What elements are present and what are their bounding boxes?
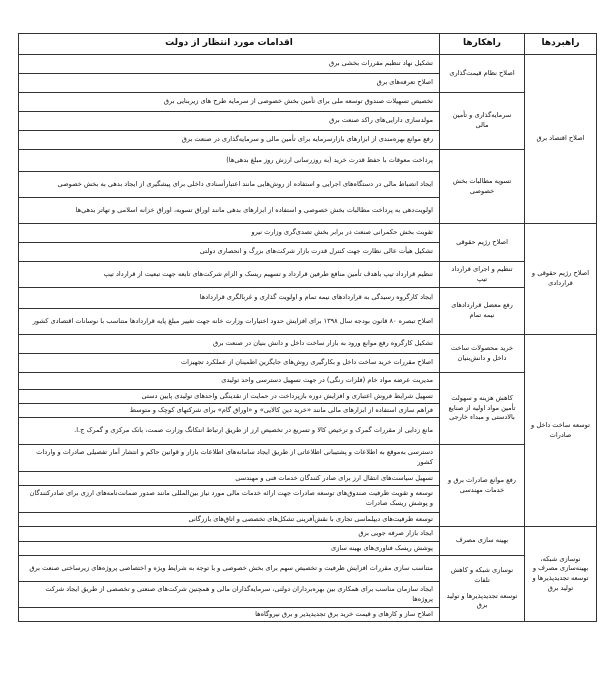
action-cell: اصلاح ساز و کارهای و قیمت خرید برق تجدیدپذیر و برق نیروگاه‌ها (19, 608, 440, 622)
action-cell: اولویت‌دهی به پرداخت مطالبات بخش خصوصی و استفاده از ابزارهای بدهی مانند اوراق تسویه، اوراق خزانه اسلامی و تهاتر بدهی‌ها (19, 198, 440, 224)
action-cell: تشکیل نهاد تنظیم مقررات بخشی برق (19, 55, 440, 74)
solution-cell: رفع موانع صادرات برق و خدمات مهندسی (440, 445, 525, 527)
table-row (19, 373, 597, 390)
action-cell: اصلاح مقررات خرید ساخت داخل و بکارگیری روش‌های جایگزین اطمینان از عملکرد تجهیزات (19, 354, 440, 373)
header-actions: اقدامات مورد انتظار از دولت (19, 34, 440, 55)
action-cell: دسترسی به‌موقع به اطلاعات و پشتیبانی اطلاعاتی از طریق ایجاد سامانه‌های اطلاعات بازار و قوانین حاکم و انتشار آمار تفصیلی صادرات و واردات کشور (19, 445, 440, 472)
solution-cell: اصلاح نظام قیمت‌گذاری (440, 55, 525, 93)
solution-cell: تنظیم و اجرای قرارداد تیپ (440, 262, 525, 288)
strategy-cell: اصلاح اقتصاد برق (525, 55, 597, 224)
table-row (19, 445, 597, 472)
action-cell: مولدسازی دارایی‌های راکد صنعت برق (19, 112, 440, 131)
solution-cell (440, 556, 525, 622)
action-cell: تسهیل شرایط فروش اعتباری و افزایش دوره بازپرداخت در حمایت از نقدینگی واحدهای تولیدی پایین دستی (19, 390, 440, 404)
action-cell: تنظیم قرارداد تیپ باهدف تأمین منافع طرفین قرارداد و تسهیم ریسک و الزام شرکت‌های تابعه جهت تبعیت از قرارداد تیپ (19, 262, 440, 288)
solution-cell: خرید محصولات ساخت داخل و دانش‌بنیان (440, 335, 525, 373)
action-cell: توسعه و تقویت ظرفیت صندوق‌های توسعه صادرات جهت ارائه خدمات مالی مورد نیاز بین‌المللی مانند صدور ضمانت‌نامه‌های ارزی برای صادرکنندگان و پوشش ریسک صادرات (19, 486, 440, 513)
table-row (19, 224, 597, 243)
table-row (19, 93, 597, 112)
action-cell: مانع زدایی از مقررات گمرک و ترخیص کالا و تسریع در تخصیص ارز از طریق ارتباط انتکانگ وزارت صمت، بانک مرکزی و گمرک ج.ا. (19, 418, 440, 445)
table-row (19, 288, 597, 309)
table-row (19, 150, 597, 172)
solution-renewables: توسعه تجدیدپذیرها و تولید برق (446, 591, 518, 610)
strategy-cell: اصلاح رژیم حقوقی و قراردادی (525, 224, 597, 335)
expectations-table (18, 33, 597, 622)
solution-cell: تسویه مطالبات بخش خصوصی (440, 150, 525, 224)
solution-cell: سرمایه‌گذاری و تأمین مالی (440, 93, 525, 150)
action-cell: تقویت بخش حکمرانی صنعت در برابر بخش تصدی‌گری وزارت نیرو (19, 224, 440, 243)
action-cell: فراهم سازی استفاده از ابزارهای مالی مانند «خرید دین کالایی» و «اوراق گام» برای شرکتهای کوچک و متوسط (19, 404, 440, 418)
action-cell: پوشش ریسک فناوری‌های بهینه سازی (19, 542, 440, 556)
action-cell: تسهیل سیاست‌های انتقال ارز برای صادر کنندگان خدمات فنی و مهندسی (19, 472, 440, 486)
action-cell: رفع موانع بهره‌مندی از ابزارهای بازارسرمایه برای تأمین مالی و سرمایه‌گذاری در صنعت برق (19, 131, 440, 150)
action-cell: تشکیل کارگروه رفع موانع ورود به بازار ساخت داخل و دانش بنیان در صنعت برق (19, 335, 440, 354)
action-cell: اصلاح تعرفه‌های برق (19, 74, 440, 93)
solution-cell: اصلاح رژیم حقوقی (440, 224, 525, 262)
table-row (19, 335, 597, 354)
action-cell: اصلاح تبصره ۸۰ قانون بودجه سال ۱۳۹۸ برای افزایش حدود اختیارات وزارت خانه جهت تغییر مبلغ پایه قراردادها متناسب با نوسانات اقتصادی کشور (19, 309, 440, 335)
action-cell: پرداخت معوقات با حفظ قدرت خرید (به روزرسانی ارزش روز مبلغ بدهی‌ها) (19, 150, 440, 172)
action-cell: مدیریت عرضه مواد خام (فلزات رنگی) در جهت تسهیل دسترسی واحد تولیدی (19, 373, 440, 390)
action-cell: تخصیص تسهیلات صندوق توسعه ملی برای تأمین بخش خصوصی از سرمایه طرح های زیربنایی برق (19, 93, 440, 112)
action-cell: ایجاد سازمان مناسب برای همکاری بین بهره‌برداران دولتی، سرمایه‌گذاران مالی و همچنین شرکت‌های صنعتی و تخصصی از طریق ایجاد شرکت پروژه‌ها (19, 582, 440, 608)
action-cell: ایجاد بازار صرفه جویی برق (19, 527, 440, 542)
header-strategies: راهبردها (525, 34, 597, 55)
strategy-cell: نوسازی شبکه، بهینه‌سازی مصرف و توسعه تجدیدپذیرها و تولید برق (525, 527, 597, 622)
solution-cell: بهینه سازی مصرف (440, 527, 525, 556)
table-row (19, 55, 597, 74)
solution-cell: رفع معضل قراردادهای نیمه تمام (440, 288, 525, 335)
action-cell: تشکیل هیأت عالی نظارت جهت کنترل قدرت بازار شرکت‌های بزرگ و انحصاری دولتی (19, 243, 440, 262)
solution-cell: کاهش هزینه و سهولت تأمین مواد اولیه از صنایع بالادستی و مبداء خارجی (440, 373, 525, 445)
action-cell: ایجاد کارگروه رسیدگی به قراردادهای نیمه تمام و اولویت گذاری و غربالگری قراردادها (19, 288, 440, 309)
action-cell: توسعه ظرفیت‌های دیپلماسی تجاری با نقش‌آفرینی تشکل‌های تخصصی و اتاق‌های بازرگانی (19, 513, 440, 527)
action-cell: ایجاد انضباط مالی در دستگاه‌های اجرایی و استفاده از روش‌هایی مانند اعتبارأسنادی داخلی برای پیشگیری از ایجاد بدهی به بخش خصوصی (19, 172, 440, 198)
table-row (19, 527, 597, 542)
header-row (19, 34, 597, 55)
strategy-cell: توسعه ساخت داخل و صادرات (525, 335, 597, 527)
solution-grid-renewal: نوسازی شبکه و کاهش تلفات (450, 566, 514, 584)
table-row (19, 556, 597, 582)
table-row (19, 262, 597, 288)
header-solutions: راهکارها (440, 34, 525, 55)
action-cell: متناسب سازی مقررات افزایش ظرفیت و تخصیص سهم برای بخش خصوصی و با توجه به شرایط ویژه و اختصاصی پروژه‌های زیرساختی صنعت برق (19, 556, 440, 582)
